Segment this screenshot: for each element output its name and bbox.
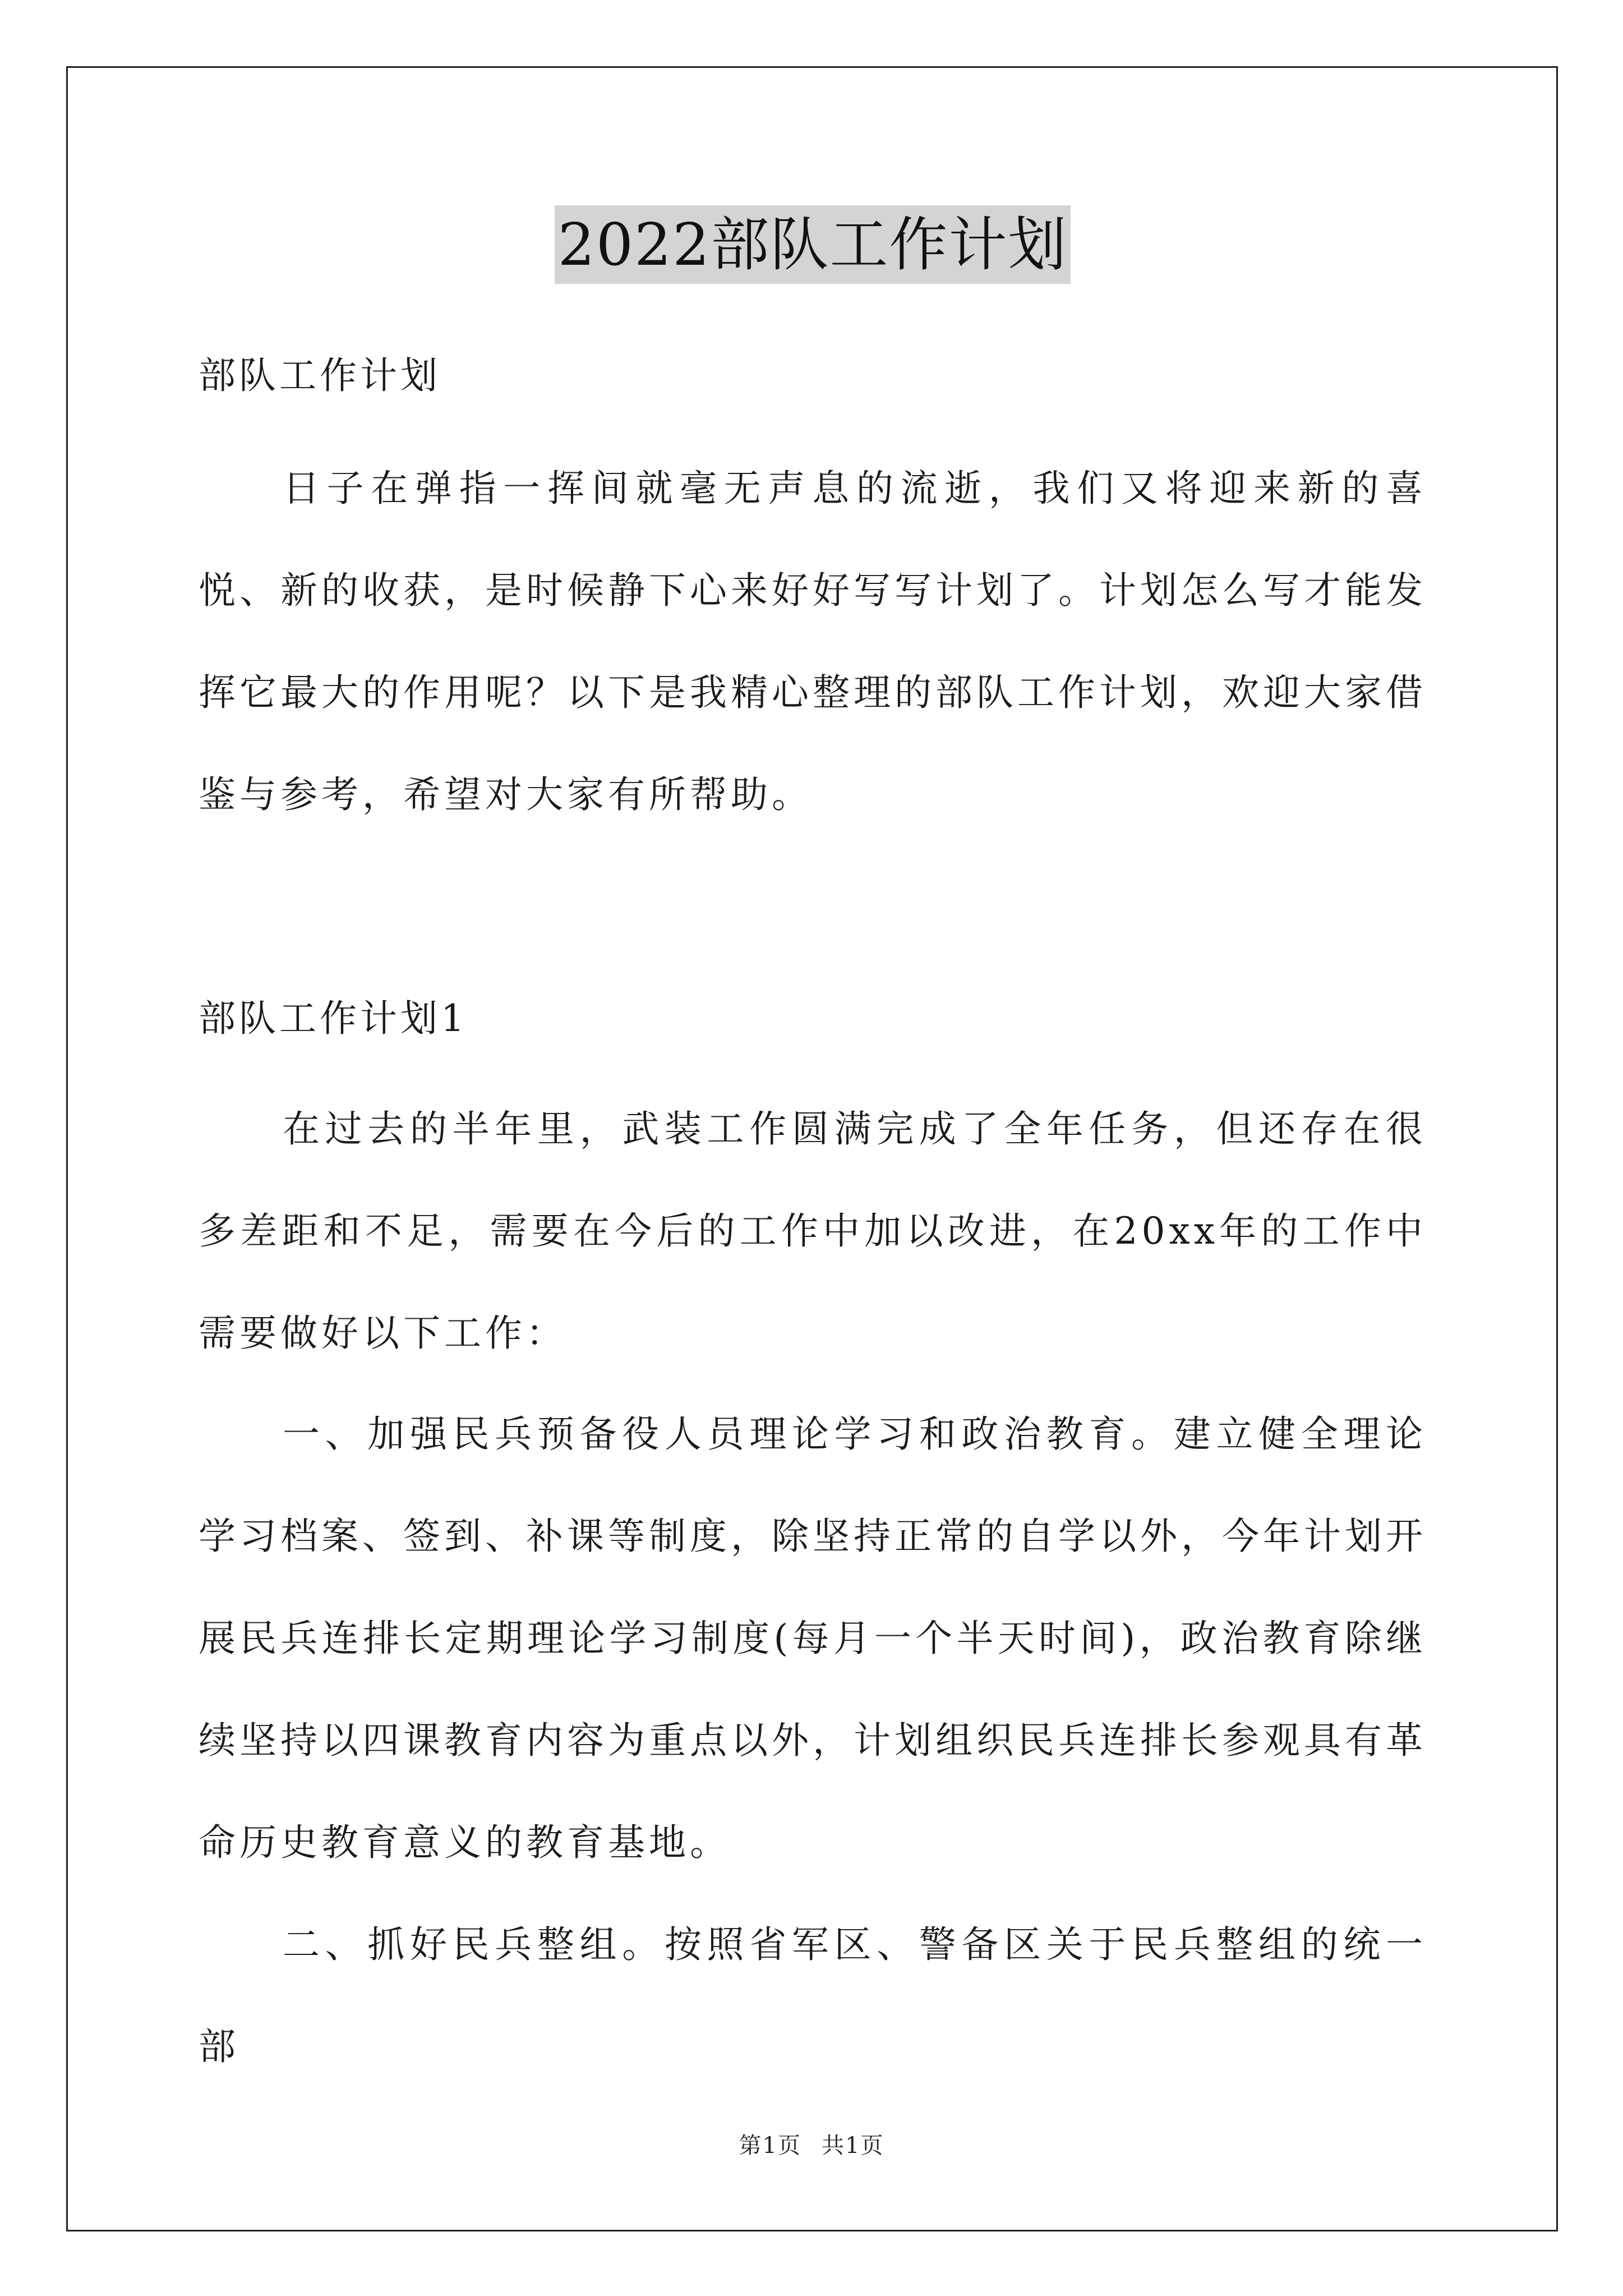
body-paragraph: 二、抓好民兵整组。按照省军区、警备区关于民兵整组的统一部 [199,1923,1427,2068]
body-paragraph: 在过去的半年里，武装工作圆满完成了全年任务，但还存在很多差距和不足，需要在今后的工作中加以改进，在20xx年的工作中需要做好以下工作： [199,1107,1427,1355]
section-heading: 部队工作计划 [199,354,441,397]
intro-paragraph: 日子在弹指一挥间就毫无声息的流逝，我们又将迎来新的喜悦、新的收获，是时候静下心来好好写写计划了。计划怎么写才能发挥它最大的作用呢？以下是我精心整理的部队工作计划，欢迎大家借鉴与参考，希望对大家有所帮助。 [199,467,1427,816]
page-footer [0,2132,1623,2160]
document-title[interactable]: 2022部队工作计划 [555,205,1071,284]
page-total: 共1页 [822,2133,884,2159]
body-paragraph: 一、加强民兵预备役人员理论学习和政治教育。建立健全理论学习档案、签到、补课等制度，除坚持正常的自学以外，今年计划开展民兵连排长定期理论学习制度(每月一个半天时间)，政治教育除继续坚持以四课教育内容为重点以外，计划组织民兵连排长参观具有革命历史教育意义的教育基地。 [199,1412,1427,1864]
title-container [199,205,1427,284]
section-heading: 部队工作计划1 [199,997,468,1040]
page-number: 第1页 [739,2133,801,2159]
